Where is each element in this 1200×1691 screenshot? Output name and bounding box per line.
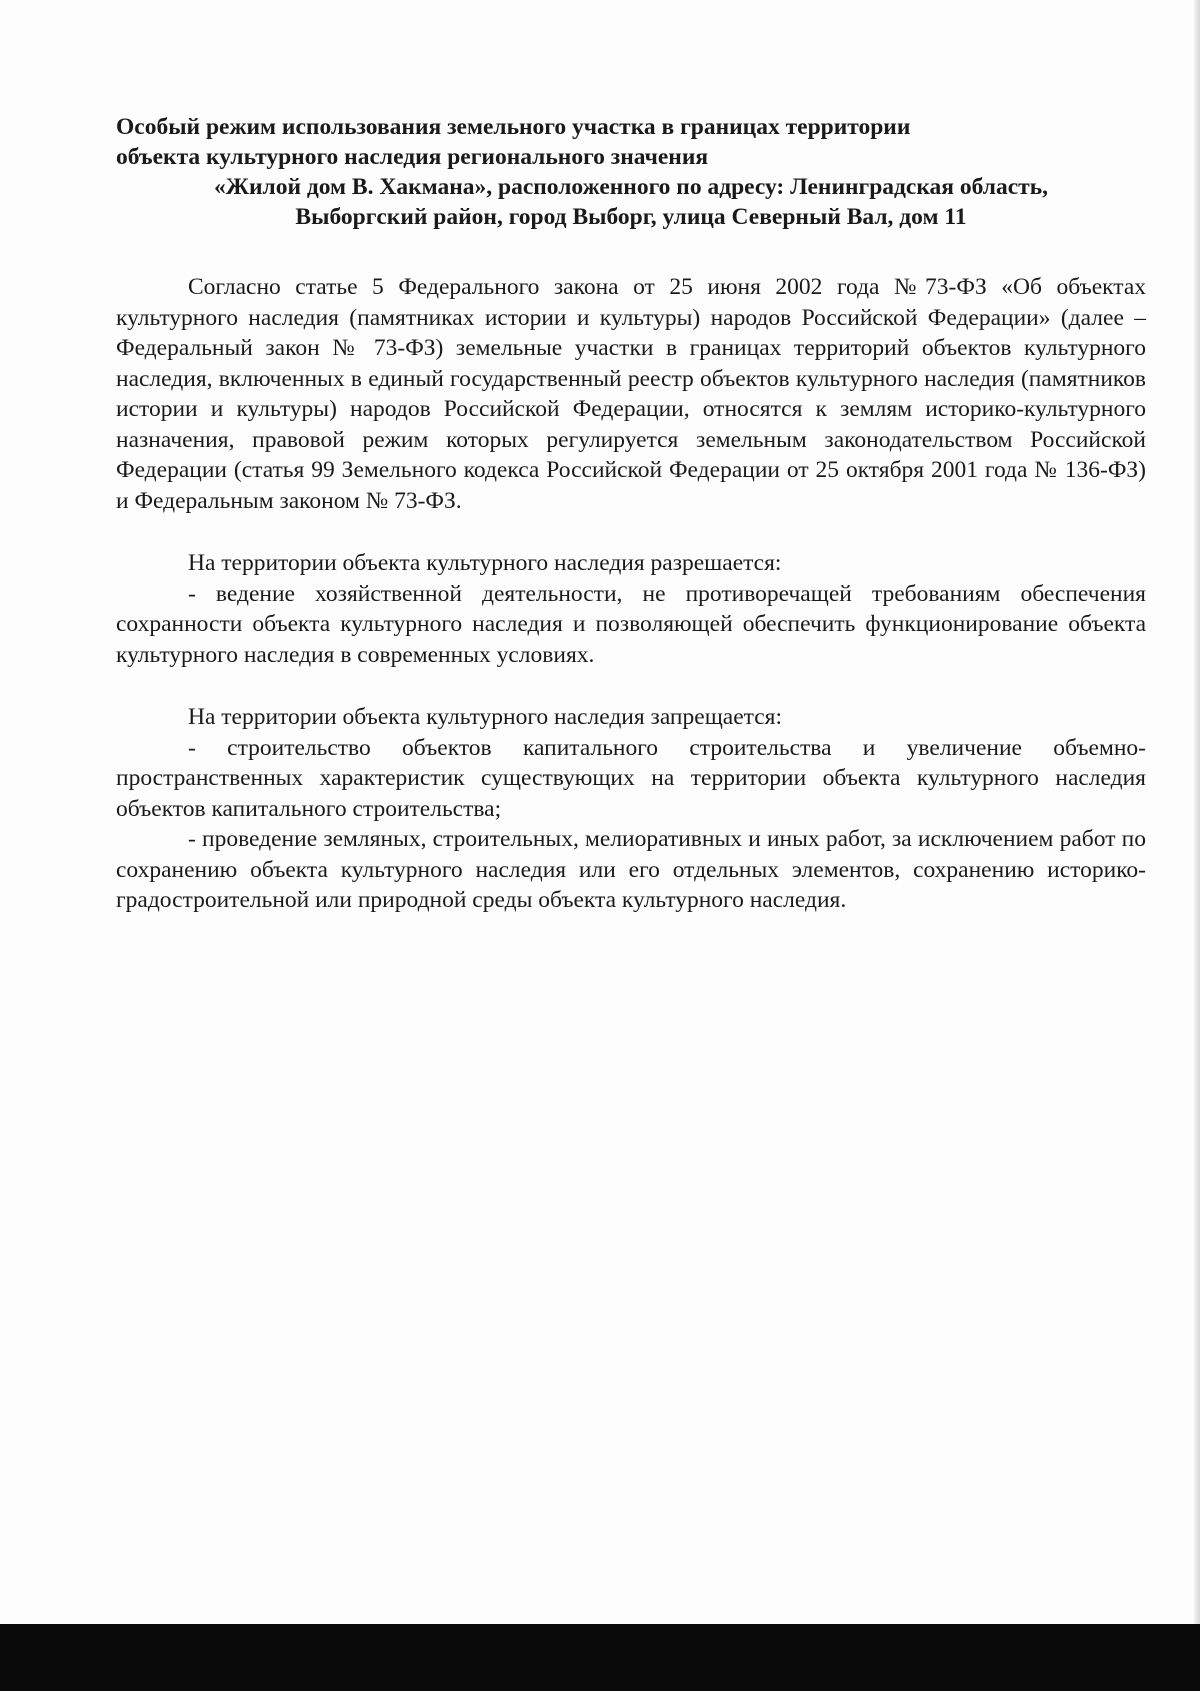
document-content (116, 112, 1146, 916)
document-title (116, 112, 1146, 232)
scan-bottom-border (0, 1624, 1200, 1691)
allowed-item: - ведение хозяйственной деятельности, не противоречащей требованиям обеспечения сохранности объекта культурного наследия и позволяющей обеспечить функционирование объекта культурного наследия в современных условиях. (116, 580, 1146, 668)
title-line-1: Особый режим использования земельного участка в границах территории (116, 114, 911, 140)
prohibited-item: - строительство объектов капитального строительства и увеличение объемно-пространственных характеристик существующих на территории объекта культурного наследия объектов капитального строительства; (116, 734, 1146, 822)
title-line-4: Выборгский район, город Выборг, улица Северный Вал, дом 11 (295, 204, 967, 230)
allowed-heading: На территории объекта культурного наследия разрешается: (188, 550, 782, 576)
title-line-2: объекта культурного наследия регионального значения (116, 144, 709, 170)
title-line-3: «Жилой дом В. Хакмана», расположенного по адресу: Ленинградская область, (213, 174, 1048, 200)
scan-edge-shadow (1194, 0, 1200, 1624)
prohibited-item: - проведение земляных, строительных, мелиоративных и иных работ, за исключением работ по сохранению объекта культурного наследия или его отдельных элементов, сохранению историко-градостроительной или природной среды объекта культурного наследия. (116, 826, 1146, 913)
paragraph-legal-basis: Согласно статье 5 Федерального закона от 25 июня 2002 года №73-ФЗ «Об объектах культурного наследия (памятниках истории и культуры) народов Российской Федерации» (далее – Федеральный закон № 73-ФЗ) земельные участки в границах территорий объектов культурного наследия, включенных в единый государственный реестр объектов культурного наследия (памятников истории и культуры) народов Российской Федерации, относятся к землям историко-культурного назначения, правовой режим которых регулируется земельным законодательством Российской Федерации (статья 99 Земельного кодекса Российской Федерации от 25 октября 2001 года № 136-ФЗ) и Федеральным законом № 73-ФЗ. (116, 274, 1146, 514)
prohibited-heading: На территории объекта культурного наследия запрещается: (188, 704, 782, 730)
